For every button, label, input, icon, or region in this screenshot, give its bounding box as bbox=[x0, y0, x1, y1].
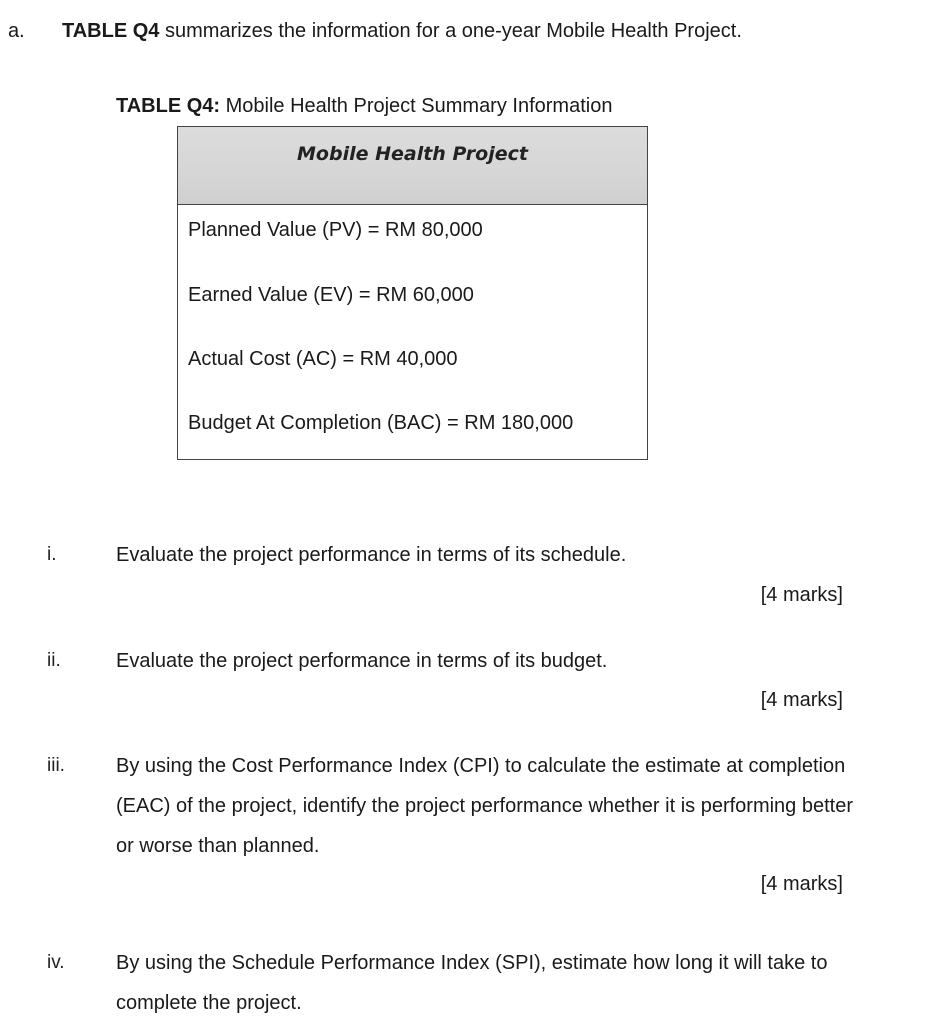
table-row-bac: Budget At Completion (BAC) = RM 180,000 bbox=[188, 412, 574, 434]
table-row-ev: Earned Value (EV) = RM 60,000 bbox=[188, 284, 474, 306]
subquestion-label-i: i. bbox=[47, 544, 57, 565]
question-intro-text: summarizes the information for a one-year Mobile Health Project. bbox=[159, 20, 742, 42]
question-intro bbox=[62, 19, 742, 43]
table-row-pv: Planned Value (PV) = RM 80,000 bbox=[188, 219, 483, 241]
question-intro-bold: TABLE Q4 bbox=[62, 20, 160, 42]
subquestion-marks-ii: [4 marks] bbox=[760, 689, 843, 711]
table-header-text: Mobile Health Project bbox=[297, 143, 528, 165]
subquestion-label-iii: iii. bbox=[47, 755, 65, 776]
subquestion-text-i: Evaluate the project performance in terms of its schedule. bbox=[116, 544, 627, 566]
table-header-cell bbox=[178, 127, 647, 205]
subquestion-marks-i: [4 marks] bbox=[760, 584, 843, 606]
table-caption bbox=[116, 94, 612, 118]
subquestion-label-iv: iv. bbox=[47, 952, 65, 973]
summary-table bbox=[177, 126, 648, 460]
subquestion-text-iii: By using the Cost Performance Index (CPI) to calculate the estimate at completion (EAC) of the project, identify the project performance whether it is performing better or worse than planned. bbox=[116, 755, 854, 857]
table-caption-text: Mobile Health Project Summary Information bbox=[220, 95, 613, 117]
question-label: a. bbox=[8, 20, 25, 42]
subquestion-text-ii: Evaluate the project performance in terms of its budget. bbox=[116, 650, 608, 672]
subquestion-text-iv: By using the Schedule Performance Index (SPI), estimate how long it will take to complete the project. bbox=[116, 952, 828, 1014]
table-caption-bold: TABLE Q4: bbox=[116, 95, 221, 117]
subquestion-marks-iii: [4 marks] bbox=[760, 873, 843, 895]
table-row-ac: Actual Cost (AC) = RM 40,000 bbox=[188, 348, 458, 370]
subquestion-label-ii: ii. bbox=[47, 650, 61, 671]
